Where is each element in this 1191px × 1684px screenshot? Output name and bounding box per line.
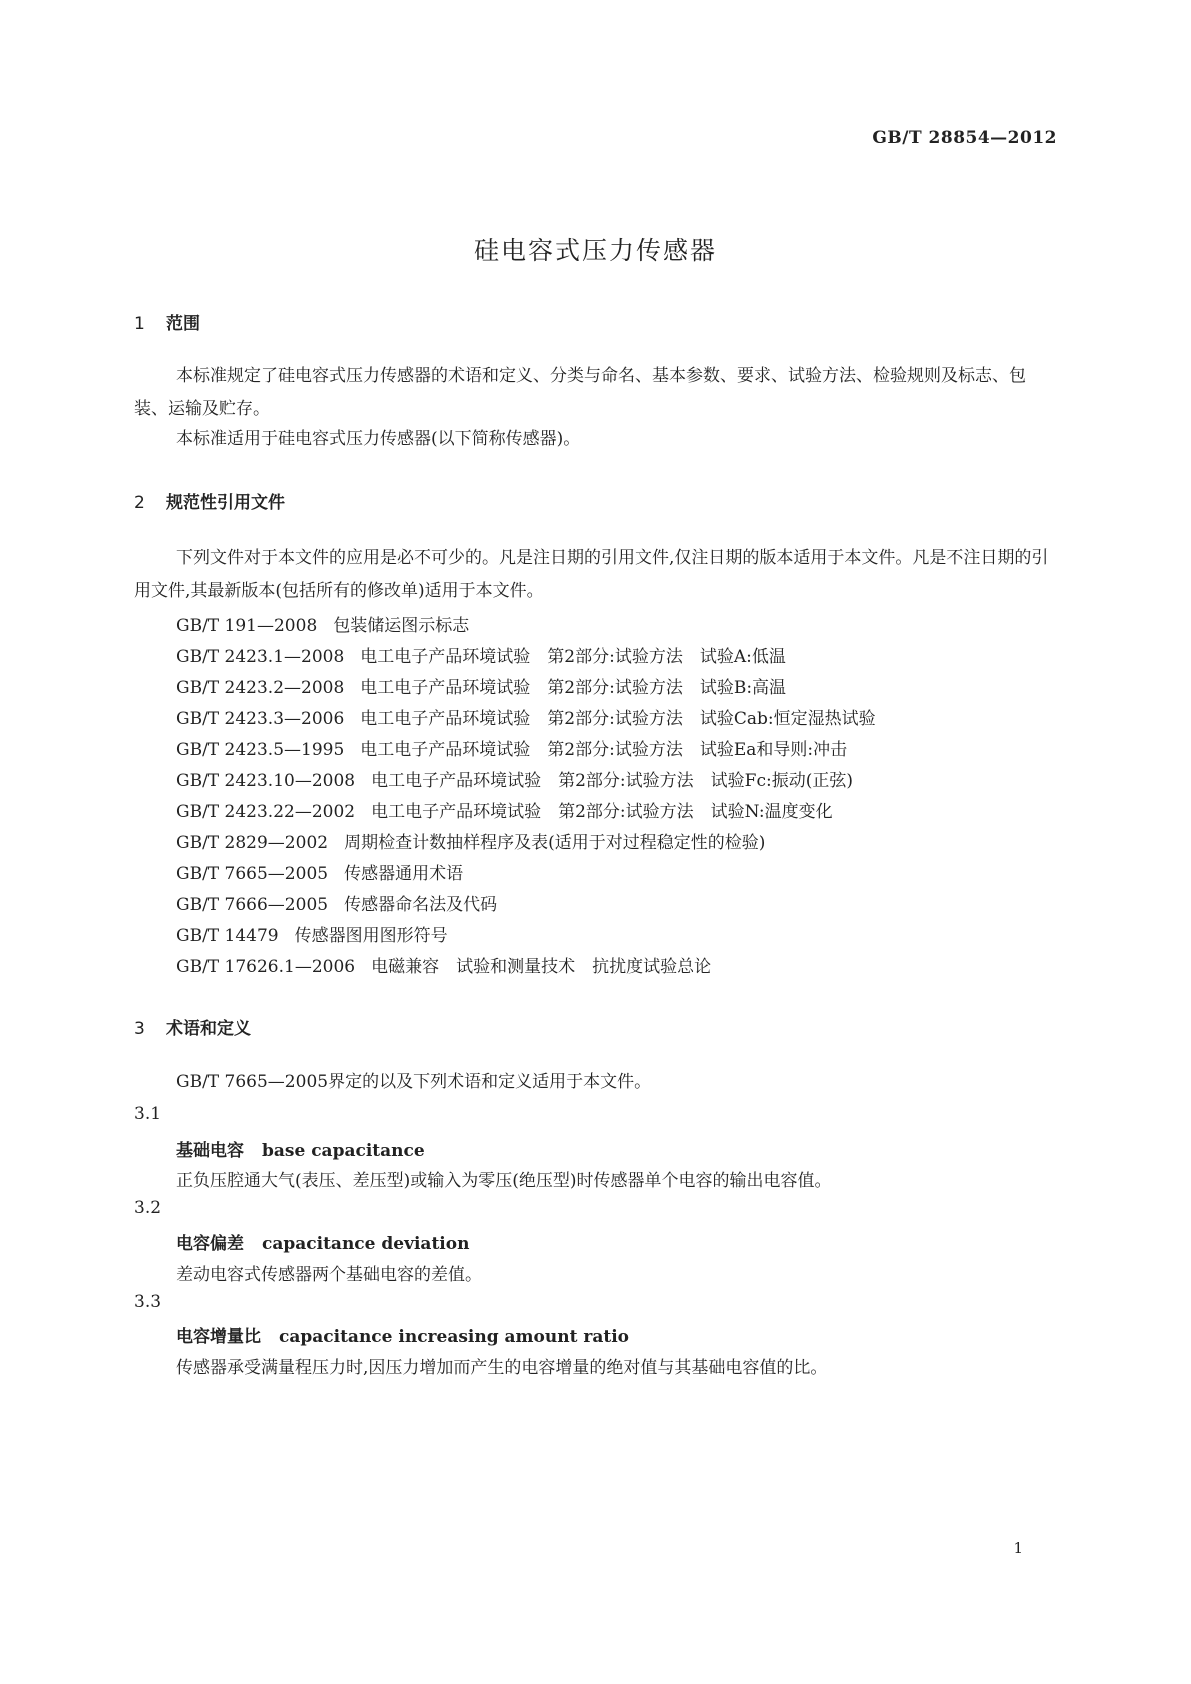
section-1-heading: 1 范围 bbox=[134, 314, 200, 334]
term-number: 3.2 bbox=[134, 1198, 162, 1218]
reference-item: GB/T 14479 传感器图用图形符号 bbox=[176, 926, 448, 946]
reference-item: GB/T 2829—2002 周期检查计数抽样程序及表(适用于对过程稳定性的检验) bbox=[176, 833, 766, 853]
reference-item: GB/T 17626.1—2006 电磁兼容 试验和测量技术 抗扰度试验总论 bbox=[176, 957, 712, 977]
reference-item: GB/T 2423.22—2002 电工电子产品环境试验 第2部分:试验方法 试验N:温度变化 bbox=[176, 802, 833, 822]
reference-item: GB/T 7666—2005 传感器命名法及代码 bbox=[176, 895, 498, 915]
term-number: 3.1 bbox=[134, 1104, 162, 1124]
section-1-paragraph-1: 本标准规定了硅电容式压力传感器的术语和定义、分类与命名、基本参数、要求、试验方法、检验规则及标志、包装、运输及贮存。 bbox=[134, 366, 1026, 419]
section-3-intro: GB/T 7665—2005界定的以及下列术语和定义适用于本文件。 bbox=[176, 1072, 652, 1092]
term-heading: 电容增量比 capacitance increasing amount ratio bbox=[176, 1327, 629, 1347]
reference-item: GB/T 191—2008 包装储运图示标志 bbox=[176, 616, 470, 636]
section-3-heading: 3 术语和定义 bbox=[134, 1019, 251, 1039]
term-heading: 基础电容 base capacitance bbox=[176, 1141, 425, 1161]
standard-number: GB/T 28854—2012 bbox=[872, 128, 1057, 148]
page-number: 1 bbox=[1013, 1539, 1023, 1557]
term-number: 3.3 bbox=[134, 1292, 162, 1312]
reference-item: GB/T 2423.10—2008 电工电子产品环境试验 第2部分:试验方法 试验Fc:振动(正弦) bbox=[176, 771, 853, 791]
reference-item: GB/T 2423.1—2008 电工电子产品环境试验 第2部分:试验方法 试验A:低温 bbox=[176, 647, 786, 667]
reference-item: GB/T 2423.2—2008 电工电子产品环境试验 第2部分:试验方法 试验B:高温 bbox=[176, 678, 787, 698]
term-definition: 差动电容式传感器两个基础电容的差值。 bbox=[176, 1265, 482, 1285]
document-title: 硅电容式压力传感器 bbox=[473, 236, 717, 265]
reference-item: GB/T 7665—2005 传感器通用术语 bbox=[176, 864, 464, 884]
section-1-paragraph-2: 本标准适用于硅电容式压力传感器(以下简称传感器)。 bbox=[176, 429, 581, 449]
term-heading: 电容偏差 capacitance deviation bbox=[176, 1234, 470, 1254]
section-2-intro: 下列文件对于本文件的应用是必不可少的。凡是注日期的引用文件,仅注日期的版本适用于本文件。凡是不注日期的引用文件,其最新版本(包括所有的修改单)适用于本文件。 bbox=[134, 548, 1049, 601]
term-definition: 正负压腔通大气(表压、差压型)或输入为零压(绝压型)时传感器单个电容的输出电容值。 bbox=[176, 1171, 832, 1191]
section-2-heading: 2 规范性引用文件 bbox=[134, 493, 285, 513]
term-definition: 传感器承受满量程压力时,因压力增加而产生的电容增量的绝对值与其基础电容值的比。 bbox=[176, 1358, 828, 1378]
reference-item: GB/T 2423.5—1995 电工电子产品环境试验 第2部分:试验方法 试验Ea和导则:冲击 bbox=[176, 740, 848, 760]
reference-item: GB/T 2423.3—2006 电工电子产品环境试验 第2部分:试验方法 试验Cab:恒定湿热试验 bbox=[176, 709, 876, 729]
